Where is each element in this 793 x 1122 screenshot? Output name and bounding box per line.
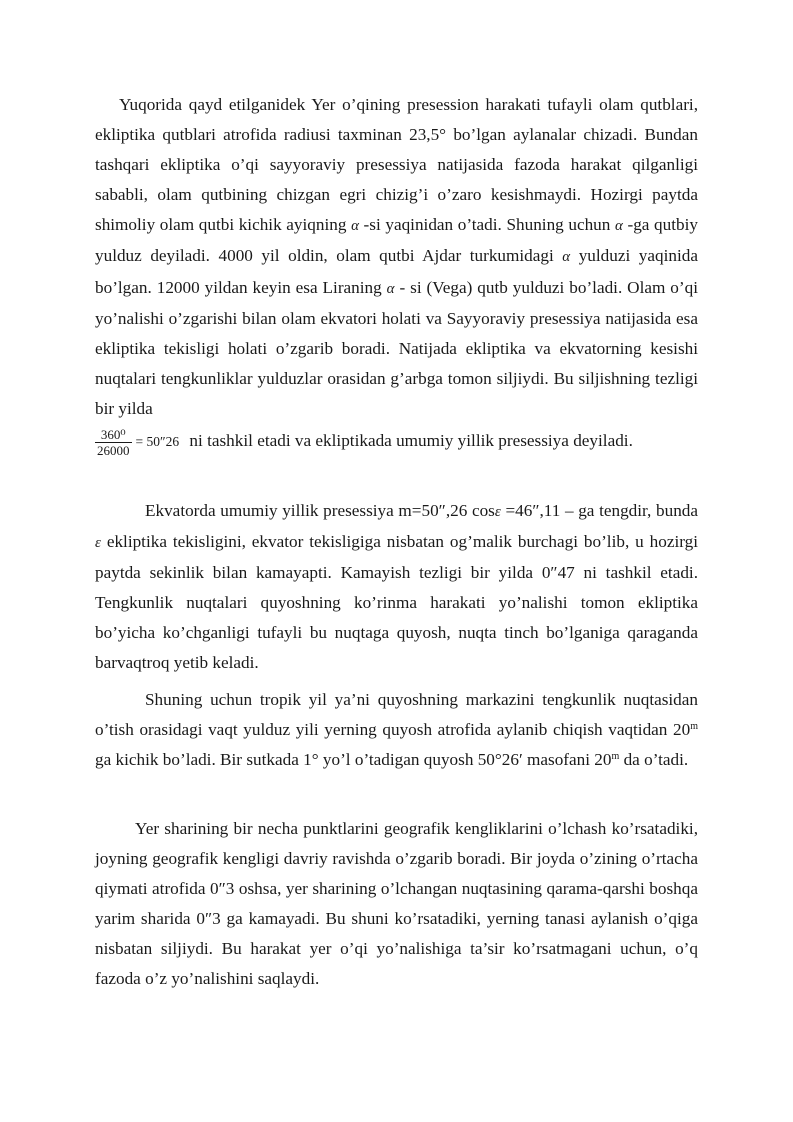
text-segment: Ekvatorda umumiy yillik presessiya m=50″,26 cos: [145, 501, 495, 520]
formula-line: [95, 424, 698, 459]
text-segment: Shuning uchun tropik yil ya’ni quyoshning markazini tengkunlik nuqtasidan o’tish orasidagi vaqt yulduz yili yerning quyosh atrofida aylanib chiqish vaqtidan 20: [95, 690, 698, 740]
alpha-symbol: α: [386, 280, 395, 297]
superscript-minutes: m: [690, 721, 698, 733]
text-segment: ekliptika tekisligini, ekvator tekisligiga nisbatan og’malik burchagi bo’lib, u hozirgi paytda sekinlik bilan kamayapti. Kamayish tezligi bir yilda 0″47 ni tashkil etadi. Tengkunlik nuqtalari quyoshning ko’rinma harakati yo’nalishi tomon ekliptika bo’yicha ko’chganligi tufayli bu nuqtaga quyosh, nuqta tinch bo’lganiga qaraganda barvaqtroq yetib keladi.: [95, 532, 698, 673]
fraction: [95, 427, 132, 458]
text-segment: - si (Vega) qutb yulduzi bo’ladi. Olam o’qi yo’nalishi o’zgarishi bilan olam ekvatori holati va Sayyoraviy presessiya natijasida esa ekliptika tekisligi holati o’zgarib boradi. Natijada ekliptika va ekvatorning kesishi nuqtalari tengkunliklar yulduzlar orasidan g’arbga tomon siljiydi. Bu siljishning tezligi bir yilda: [95, 277, 698, 418]
text-segment: ga kichik bo’ladi. Bir sutkada 1° yo’l o’tadigan quyosh 50°26′ masofani 20: [95, 750, 612, 770]
epsilon-symbol: ε: [95, 535, 101, 552]
alpha-symbol: α: [615, 218, 623, 235]
fraction-result: = 50″26: [135, 434, 180, 450]
paragraph-latitude-variation: Yer sharining bir necha punktlarini geografik kengliklarini o’lchash ko’rsatadiki, joyning geografik kengligi davriy ravishda o’zgarib boradi. Bir joyda o’zining o’rtacha qiymati atrofida 0″3 oshsa, yer sharining o’lchangan nuqtasining qarama-qarshi boshqa yarim sharida 0″3 ga kamayadi. Bu shuni ko’rsatadiki, yerning tanasi aylanish o’qiga nisbatan siljiydi. Bu harakat yer o’qi yo’nalishiga ta’sir ko’rsatmagani uchun, o’q fazoda o’z yo’nalishini saqlaydi.: [95, 819, 698, 989]
epsilon-symbol: ε: [494, 504, 501, 520]
text-segment: da o’tadi.: [619, 750, 689, 770]
text-segment: =46″,11 – ga tengdir, bunda: [500, 501, 699, 520]
paragraph-precession-poles: [95, 90, 698, 459]
text-segment: yulduzi yaqinida bo’lgan. 12000 yildan keyin esa Liraning: [95, 246, 698, 297]
fraction-numerator: 360⁰: [95, 427, 132, 443]
text-segment: ni tashkil etadi va ekliptikada umumiy yillik presessiya deyiladi.: [185, 431, 633, 451]
fraction-denominator: 26000: [97, 442, 130, 458]
alpha-symbol: α: [562, 249, 571, 266]
text-segment: Yuqorida qayd etilganidek Yer o’qining presession harakati tufayli olam qutblari, ekliptika qutblari atrofida radiusi taxminan 23,5° bo’lgan aylanalar chizadi. Bundan tashqari ekliptika o’qi sayyoraviy presessiya natijasida fazoda harakat qilganligi sababli, olam qutbining chizgan egri chizig’i o’zaro kesishmaydi. Hozirgi paytda shimoliy olam qutbi kichik ayiqning: [95, 95, 698, 235]
paragraph-annual-precession: [95, 496, 698, 679]
text-segment: -si yaqinidan o’tadi. Shuning uchun: [358, 215, 615, 235]
superscript-minutes: m: [611, 751, 620, 763]
alpha-symbol: α: [351, 218, 359, 235]
text-segment: -ga qutbiy yulduz deyiladi. 4000 yil oldin, olam qutbi Ajdar turkumidagi: [95, 215, 698, 266]
paragraph-tropical-year: [95, 685, 698, 775]
